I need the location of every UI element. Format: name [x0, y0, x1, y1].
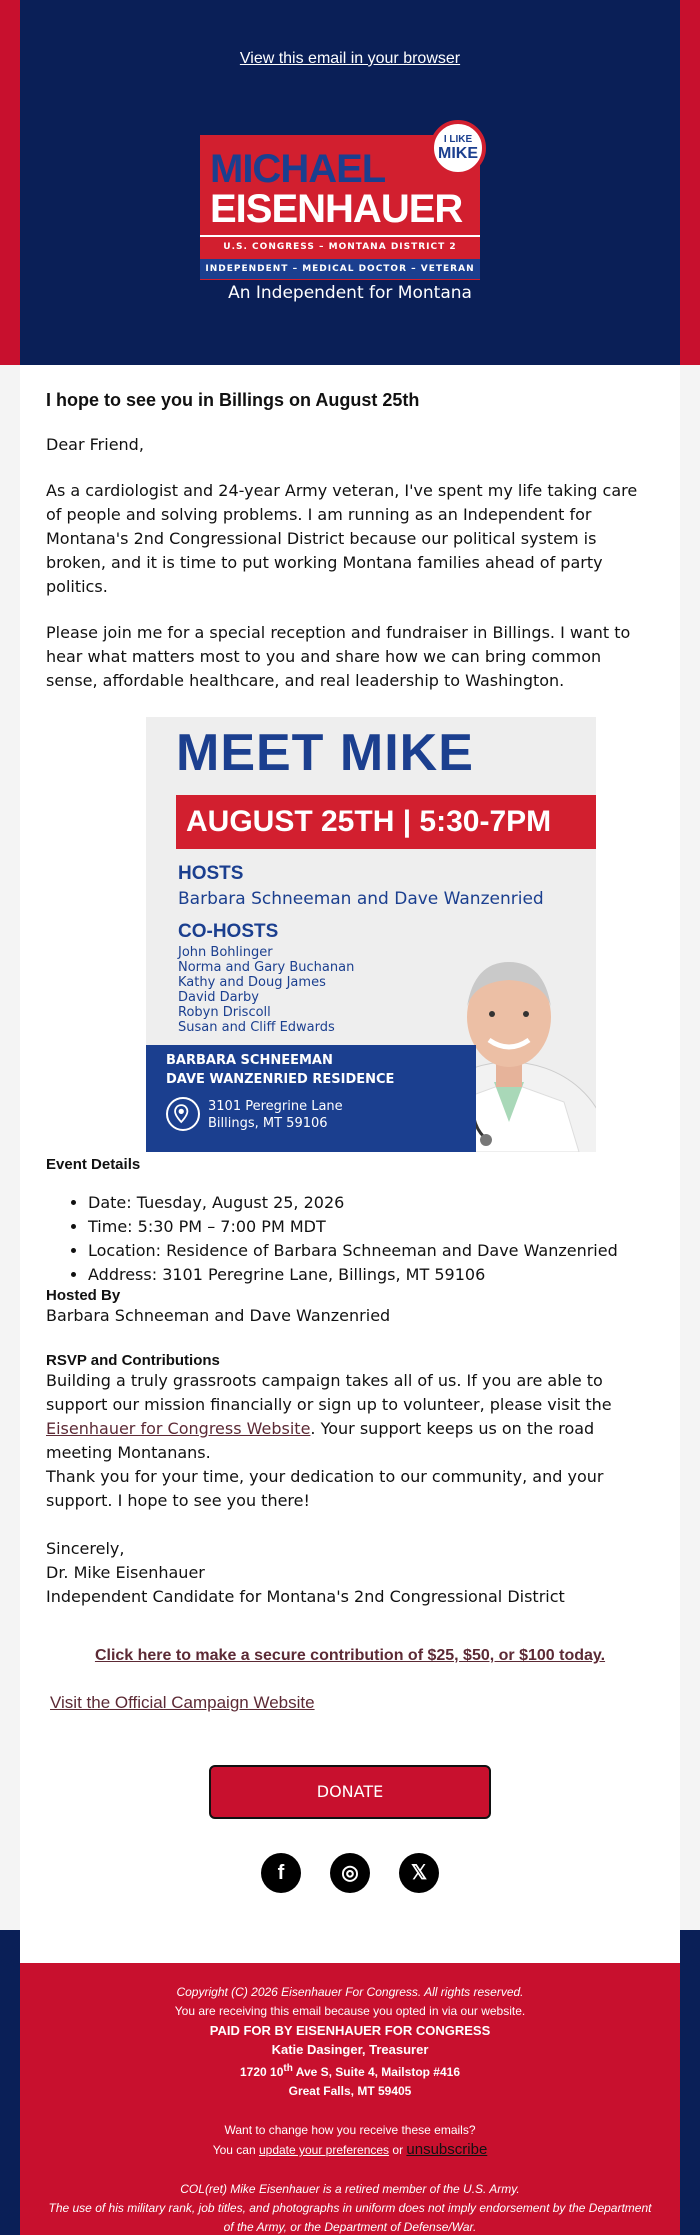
endorsement-disclaimer-end: of the Army, or the Department of Defense/War.	[223, 2220, 477, 2234]
badge-main-text: MIKE	[438, 145, 478, 162]
signer-name: Dr. Mike Eisenhauer	[46, 1563, 205, 1582]
hosted-by-names: Barbara Schneeman and Dave Wanzenried	[46, 1306, 391, 1325]
intro-paragraph: As a cardiologist and 24-year Army veteran, I've spent my life taking care of people and solving problems. I am running as an Independent for Montana's 2nd Congressional District because our political system is broken, and it is time to put working Montana families ahead of party politics.	[46, 481, 638, 596]
flyer-title: MEET MIKE	[176, 724, 474, 782]
email-headline: I hope to see you in Billings on August 25th	[46, 390, 420, 410]
cohost-name: Kathy and Doug James	[178, 975, 326, 990]
military-disclaimer: COL(ret) Mike Eisenhauer is a retired member of the U.S. Army.	[180, 2182, 520, 2196]
greeting: Dear Friend,	[46, 435, 144, 454]
residence-line-2: DAVE WANZENRIED RESIDENCE	[166, 1072, 395, 1087]
cohost-name: Susan and Cliff Edwards	[178, 1020, 335, 1035]
mailing-address	[20, 2059, 680, 2082]
view-in-browser-link[interactable]: View this email in your browser	[239, 50, 461, 67]
flyer-date-banner: AUGUST 25TH | 5:30-7PM	[176, 795, 596, 849]
event-flyer	[146, 717, 596, 1152]
flyer-hosts: Barbara Schneeman and Dave Wanzenried	[178, 889, 544, 909]
preferences-or: or	[389, 2143, 407, 2157]
endorsement-disclaimer: The use of his military rank, job titles, and photographs in uniform does not imply endorsement by the Department	[48, 2201, 652, 2215]
mailing-city: Great Falls, MT 59405	[288, 2084, 412, 2098]
official-website-link[interactable]: Visit the Official Campaign Website	[50, 1693, 315, 1712]
frame-left	[0, 0, 20, 2235]
contribution-link[interactable]: Click here to make a secure contribution of $25, $50, or $100 today.	[94, 1647, 606, 1664]
rsvp-text-end: . Your support keeps us on the road meeting Montanans.	[46, 1419, 595, 1462]
preferences-line	[20, 2140, 680, 2160]
flyer-cohosts-heading: CO-HOSTS	[178, 921, 279, 942]
flyer-cohosts-list	[178, 945, 354, 1035]
logo-first-name: MICHAEL	[210, 147, 386, 191]
treasurer-name: Katie Dasinger, Treasurer	[271, 2042, 429, 2057]
flyer-address-city: Billings, MT 59106	[208, 1116, 328, 1131]
flyer-address-street: 3101 Peregrine Lane	[208, 1099, 343, 1114]
location-pin-icon	[166, 1097, 200, 1131]
flyer-residence-panel	[146, 1045, 476, 1152]
x-twitter-icon[interactable]: 𝕏	[399, 1853, 439, 1893]
signoff: Sincerely,	[46, 1539, 125, 1558]
rsvp-text: Building a truly grassroots campaign takes all of us. If you are able to support our mission financially or sign up to volunteer, please visit the	[46, 1371, 612, 1414]
preferences-question: Want to change how you receive these emails?	[224, 2123, 476, 2137]
event-details-heading: Event Details	[46, 1156, 141, 1173]
logo-office-line: U.S. CONGRESS – MONTANA DISTRICT 2	[200, 235, 480, 257]
paid-for-notice: PAID FOR BY EISENHAUER FOR CONGRESS	[209, 2023, 491, 2038]
facebook-icon[interactable]: f	[261, 1853, 301, 1893]
address-ordinal: th	[283, 2063, 293, 2074]
thanks-paragraph: Thank you for your time, your dedication to our community, and your support. I hope to see you there!	[46, 1467, 604, 1510]
cohost-name: John Bohlinger	[178, 945, 273, 960]
rsvp-paragraph	[46, 1369, 654, 1465]
cohost-name: Norma and Gary Buchanan	[178, 960, 355, 975]
frame-right	[680, 0, 700, 2235]
badge-top-text: I LIKE	[443, 134, 473, 145]
residence-line-1: BARBARA SCHNEEMAN	[166, 1053, 333, 1068]
address-street: Ave S, Suite 4, Mailstop #416	[292, 2065, 461, 2079]
event-details-list	[46, 1191, 654, 1287]
event-detail-item: • Time: 5:30 PM – 7:00 PM MDT	[88, 1215, 654, 1239]
email-page	[20, 0, 680, 2235]
social-links	[46, 1853, 654, 1963]
invite-paragraph: Please join me for a special reception and fundraiser in Billings. I want to hear what matters most to you and share how we can bring common sense, affordable healthcare, and real leadership to Washington.	[46, 623, 631, 690]
copyright-text: Copyright (C) 2026 Eisenhauer For Congress. All rights reserved.	[176, 1985, 524, 1999]
unsubscribe-link[interactable]: unsubscribe	[406, 2141, 488, 2158]
signer-title: Independent Candidate for Montana's 2nd Congressional District	[46, 1587, 565, 1606]
hosted-by-heading: Hosted By	[46, 1287, 121, 1304]
campaign-website-link[interactable]: Eisenhauer for Congress Website	[46, 1419, 311, 1438]
email-footer	[20, 1963, 680, 2235]
instagram-icon[interactable]: ◎	[330, 1853, 370, 1893]
preferences-text: You can	[212, 2143, 259, 2157]
flyer-hosts-heading: HOSTS	[178, 863, 244, 884]
logo-last-name: EISENHAUER	[210, 187, 463, 231]
campaign-logo	[200, 120, 500, 280]
event-detail-item: • Address: 3101 Peregrine Lane, Billings, MT 59106	[88, 1263, 654, 1287]
logo-descriptor-line: INDEPENDENT – MEDICAL DOCTOR – VETERAN	[200, 259, 480, 279]
update-preferences-link[interactable]: update your preferences	[258, 2143, 390, 2157]
email-header	[20, 0, 680, 365]
cohost-name: Robyn Driscoll	[178, 1005, 271, 1020]
tagline: An Independent for Montana	[228, 283, 472, 303]
optin-notice: You are receiving this email because you opted in via our website.	[174, 2004, 526, 2018]
address-street-number: 1720 10	[239, 2065, 284, 2079]
cohost-name: David Darby	[178, 990, 259, 1005]
email-body	[20, 365, 680, 1963]
donate-button[interactable]: DONATE	[209, 1765, 491, 1819]
i-like-mike-badge	[430, 120, 486, 176]
event-detail-item: • Date: Tuesday, August 25, 2026	[88, 1191, 654, 1215]
rsvp-heading: RSVP and Contributions	[46, 1352, 220, 1369]
event-detail-item: • Location: Residence of Barbara Schneeman and Dave Wanzenried	[88, 1239, 654, 1263]
